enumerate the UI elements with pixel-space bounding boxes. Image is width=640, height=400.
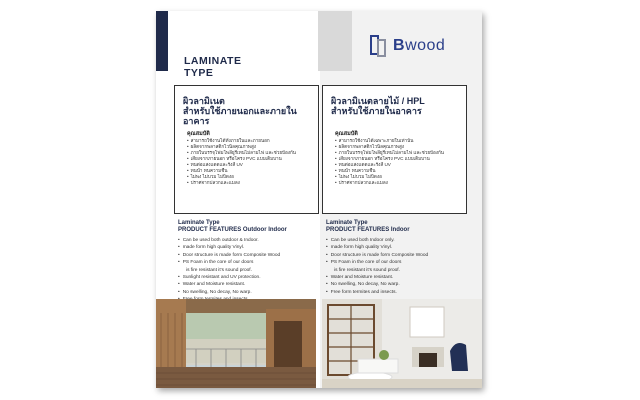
list-item: • made form high quality Vinyl. — [326, 244, 466, 251]
list-item: is fire resistant it's sound proof. — [186, 267, 252, 273]
living-room-illustration — [322, 299, 482, 388]
bwood-logo — [370, 33, 445, 59]
list-item: • PS Foam in the core of our doors — [326, 259, 466, 266]
gray-accent-block — [318, 11, 352, 71]
list-item: • ผลิตจากพลาสติกไวนิลคุณภาพสูง — [187, 144, 314, 150]
features-subtitle: PRODUCT FEATURES Outdoor Indoor — [178, 227, 287, 233]
brand-name: Bwood — [393, 37, 446, 54]
features-subtitle: PRODUCT FEATURES Indoor — [326, 227, 410, 233]
navy-accent-bar — [156, 11, 168, 71]
outdoor-indoor-thai-box — [174, 85, 319, 214]
list-item: • ปราศจากปลวกและแมลง — [335, 180, 462, 186]
list-item: • PS Foam in the core of our doors — [178, 259, 318, 266]
list-item: • ผลิตจากพลาสติกไวนิลคุณภาพสูง — [335, 144, 462, 150]
indoor-thai-box — [322, 85, 467, 214]
title-line-2: TYPE — [184, 67, 214, 79]
box-subheading: คุณสมบัติ — [187, 131, 210, 137]
list-item: • Water and Moisture resistant. — [178, 281, 318, 288]
list-item: • Door structure is made form Composite Wood — [178, 252, 318, 259]
thai-feature-list — [187, 138, 314, 186]
list-item: • No swelling, No decay, No warp. — [326, 281, 466, 288]
list-item: • No swelling, No decay, No warp. — [178, 289, 318, 296]
list-item: • ภายในบรรจุโฟมโพลียูรีเทนไม่ลามไฟ และช่วยป้องกัน — [335, 150, 462, 156]
list-item: • Can be used both outdoor & Indoor. — [178, 237, 318, 244]
thai-feature-list — [335, 138, 462, 186]
list-item: • Can be used both Indoor only. — [326, 237, 466, 244]
indoor-features — [326, 220, 466, 296]
list-item: • Free form termites and insects. — [326, 289, 466, 296]
list-item: • Door structure is made form Composite Wood — [326, 252, 466, 259]
list-item: • Water and Moisture resistant. — [326, 274, 466, 281]
list-item: • ทนต่อแสงแดดและรังสี UV — [187, 162, 314, 168]
features-title: Laminate Type — [326, 220, 368, 226]
list-item: • ทนต่อแสงแดดและรังสี UV — [335, 162, 462, 168]
list-item: • ไม่พง ไม่บวม ไม่บิดงอ — [335, 174, 462, 180]
box-heading: ผิวลามิเนตลายไม้ / HPL สำหรับใช้ภายในอาคาร — [331, 96, 425, 116]
list-item: • สามารถใช้งานได้ทั้งภายในและภายนอก — [187, 138, 314, 144]
balcony-illustration — [156, 299, 316, 388]
list-item: • ทนน้ำ ทนความชื้น — [335, 168, 462, 174]
list-item: • ภายในบรรจุโฟมโพลียูรีเทนไม่ลามไฟ และช่วยป้องกัน — [187, 150, 314, 156]
english-feature-list — [178, 237, 318, 304]
page-title — [184, 55, 241, 79]
indoor-living-room-photo — [322, 299, 482, 388]
list-item: • ทนน้ำ ทนความชื้น — [187, 168, 314, 174]
list-item: • ไม่พง ไม่บวม ไม่บิดงอ — [187, 174, 314, 180]
outdoor-balcony-photo — [156, 299, 316, 388]
outdoor-indoor-features — [178, 220, 318, 304]
brochure-page — [156, 11, 482, 388]
list-item: • เสียงจากภายนอก หรือโครง PVC แบบเต็มบาน — [335, 156, 462, 162]
list-item: • เสียงจากภายนอก หรือโครง PVC แบบเต็มบาน — [187, 156, 314, 162]
list-item: is fire resistant it's sound proof. — [334, 267, 400, 273]
title-line-1: LAMINATE — [184, 55, 242, 67]
box-heading: ผิวลามิเนต สำหรับใช้ภายนอกและภายในอาคาร — [183, 96, 297, 126]
english-feature-list — [326, 237, 466, 296]
list-item: • Sunlight resistant and UV protection. — [178, 274, 318, 281]
bwood-door-icon — [370, 33, 390, 59]
list-item: • ปราศจากปลวกและแมลง — [187, 180, 314, 186]
list-item: • สามารถใช้งานได้เฉพาะภายในเท่านั้น — [335, 138, 462, 144]
list-item: • made form high quality Vinyl. — [178, 244, 318, 251]
box-subheading: คุณสมบัติ — [335, 131, 358, 137]
features-title: Laminate Type — [178, 220, 220, 226]
